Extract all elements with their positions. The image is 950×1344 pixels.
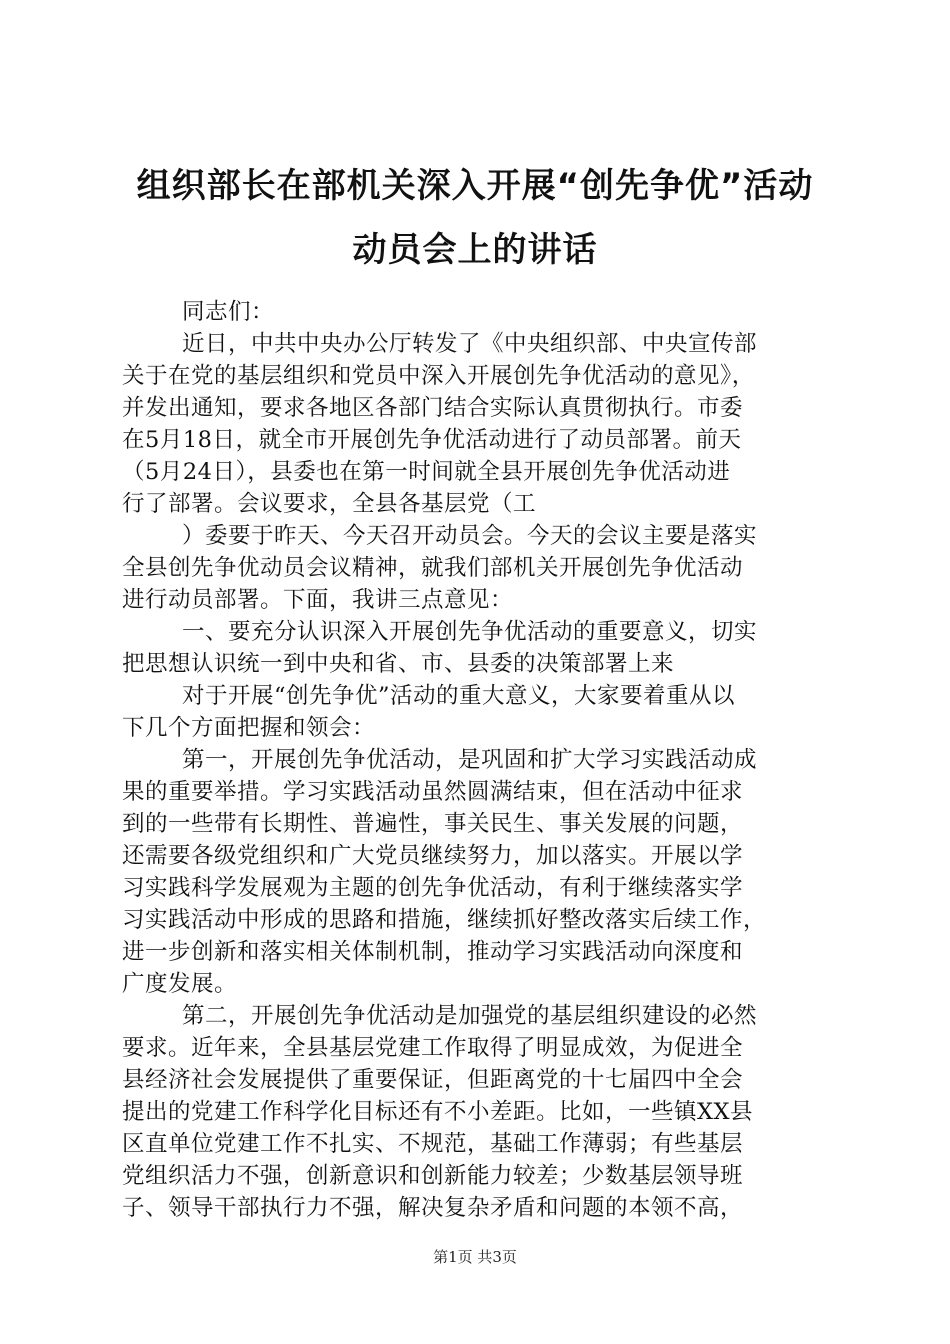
document-title-line-2: 动员会上的讲话 xyxy=(352,230,598,270)
text-line: 同志们： xyxy=(182,299,275,325)
text-line: 区直单位党建工作不扎实、不规范，基础工作薄弱；有些基层 xyxy=(122,1131,744,1157)
text-line: 果的重要举措。学习实践活动虽然圆满结束，但在活动中征求 xyxy=(122,779,744,805)
text-line: 还需要各级党组织和广大党员继续努力，加以落实。开展以学 xyxy=(122,843,744,869)
text-line: 习实践活动中形成的思路和措施，继续抓好整改落实后续工作， xyxy=(122,907,767,933)
text-line: 习实践科学发展观为主题的创先争优活动，有利于继续落实学 xyxy=(122,875,744,901)
text-line: 全县创先争优动员会议精神，就我们部机关开展创先争优活动 xyxy=(122,555,744,581)
text-line: 近日，中共中央办公厅转发了《中央组织部、中央宣传部 xyxy=(182,331,758,357)
text-line: 进一步创新和落实相关体制机制，推动学习实践活动向深度和 xyxy=(122,939,744,965)
text-line: 进行动员部署。下面，我讲三点意见： xyxy=(122,587,514,613)
text-line: 一、要充分认识深入开展创先争优活动的重要意义，切实 xyxy=(182,619,758,645)
text-line: 到的一些带有长期性、普遍性，事关民生、事关发展的问题， xyxy=(122,811,744,837)
text-line: 广度发展。 xyxy=(122,971,238,997)
text-line: 关于在党的基层组织和党员中深入开展创先争优活动的意见》， xyxy=(122,363,755,389)
text-line: 党组织活力不强，创新意识和创新能力较差；少数基层领导班 xyxy=(122,1163,744,1189)
text-line: 第二，开展创先争优活动是加强党的基层组织建设的必然 xyxy=(182,1003,758,1029)
text-line: ）委要于昨天、今天召开动员会。今天的会议主要是落实 xyxy=(182,523,758,549)
text-line: 县经济社会发展提供了重要保证，但距离党的十七届四中全会 xyxy=(122,1067,744,1093)
text-line: 对于开展“创先争优”活动的重大意义，大家要着重从以 xyxy=(182,683,736,709)
text-line: 要求。近年来，全县基层党建工作取得了明显成效，为促进全 xyxy=(122,1035,744,1061)
text-line: （5月24日），县委也在第一时间就全县开展创先争优活动进 xyxy=(122,459,731,485)
text-line: 并发出通知，要求各地区各部门结合实际认真贯彻执行。市委 xyxy=(122,395,744,421)
page-footer: 第1页 共3页 xyxy=(433,1248,517,1266)
text-line: 提出的党建工作科学化目标还有不小差距。比如，一些镇XX县 xyxy=(122,1099,754,1125)
text-line: 在5月18日，就全市开展创先争优活动进行了动员部署。前天 xyxy=(122,427,742,453)
document-title-line-1: 组织部长在部机关深入开展“创先争优”活动 xyxy=(136,166,814,206)
text-line: 下几个方面把握和领会： xyxy=(122,715,376,741)
text-line: 把思想认识统一到中央和省、市、县委的决策部署上来 xyxy=(122,651,675,677)
text-line: 第一，开展创先争优活动，是巩固和扩大学习实践活动成 xyxy=(182,747,758,773)
text-line: 子、领导干部执行力不强，解决复杂矛盾和问题的本领不高， xyxy=(122,1195,744,1221)
text-line: 行了部署。会议要求，全县各基层党（工 xyxy=(122,491,537,517)
document-body xyxy=(122,296,834,1224)
